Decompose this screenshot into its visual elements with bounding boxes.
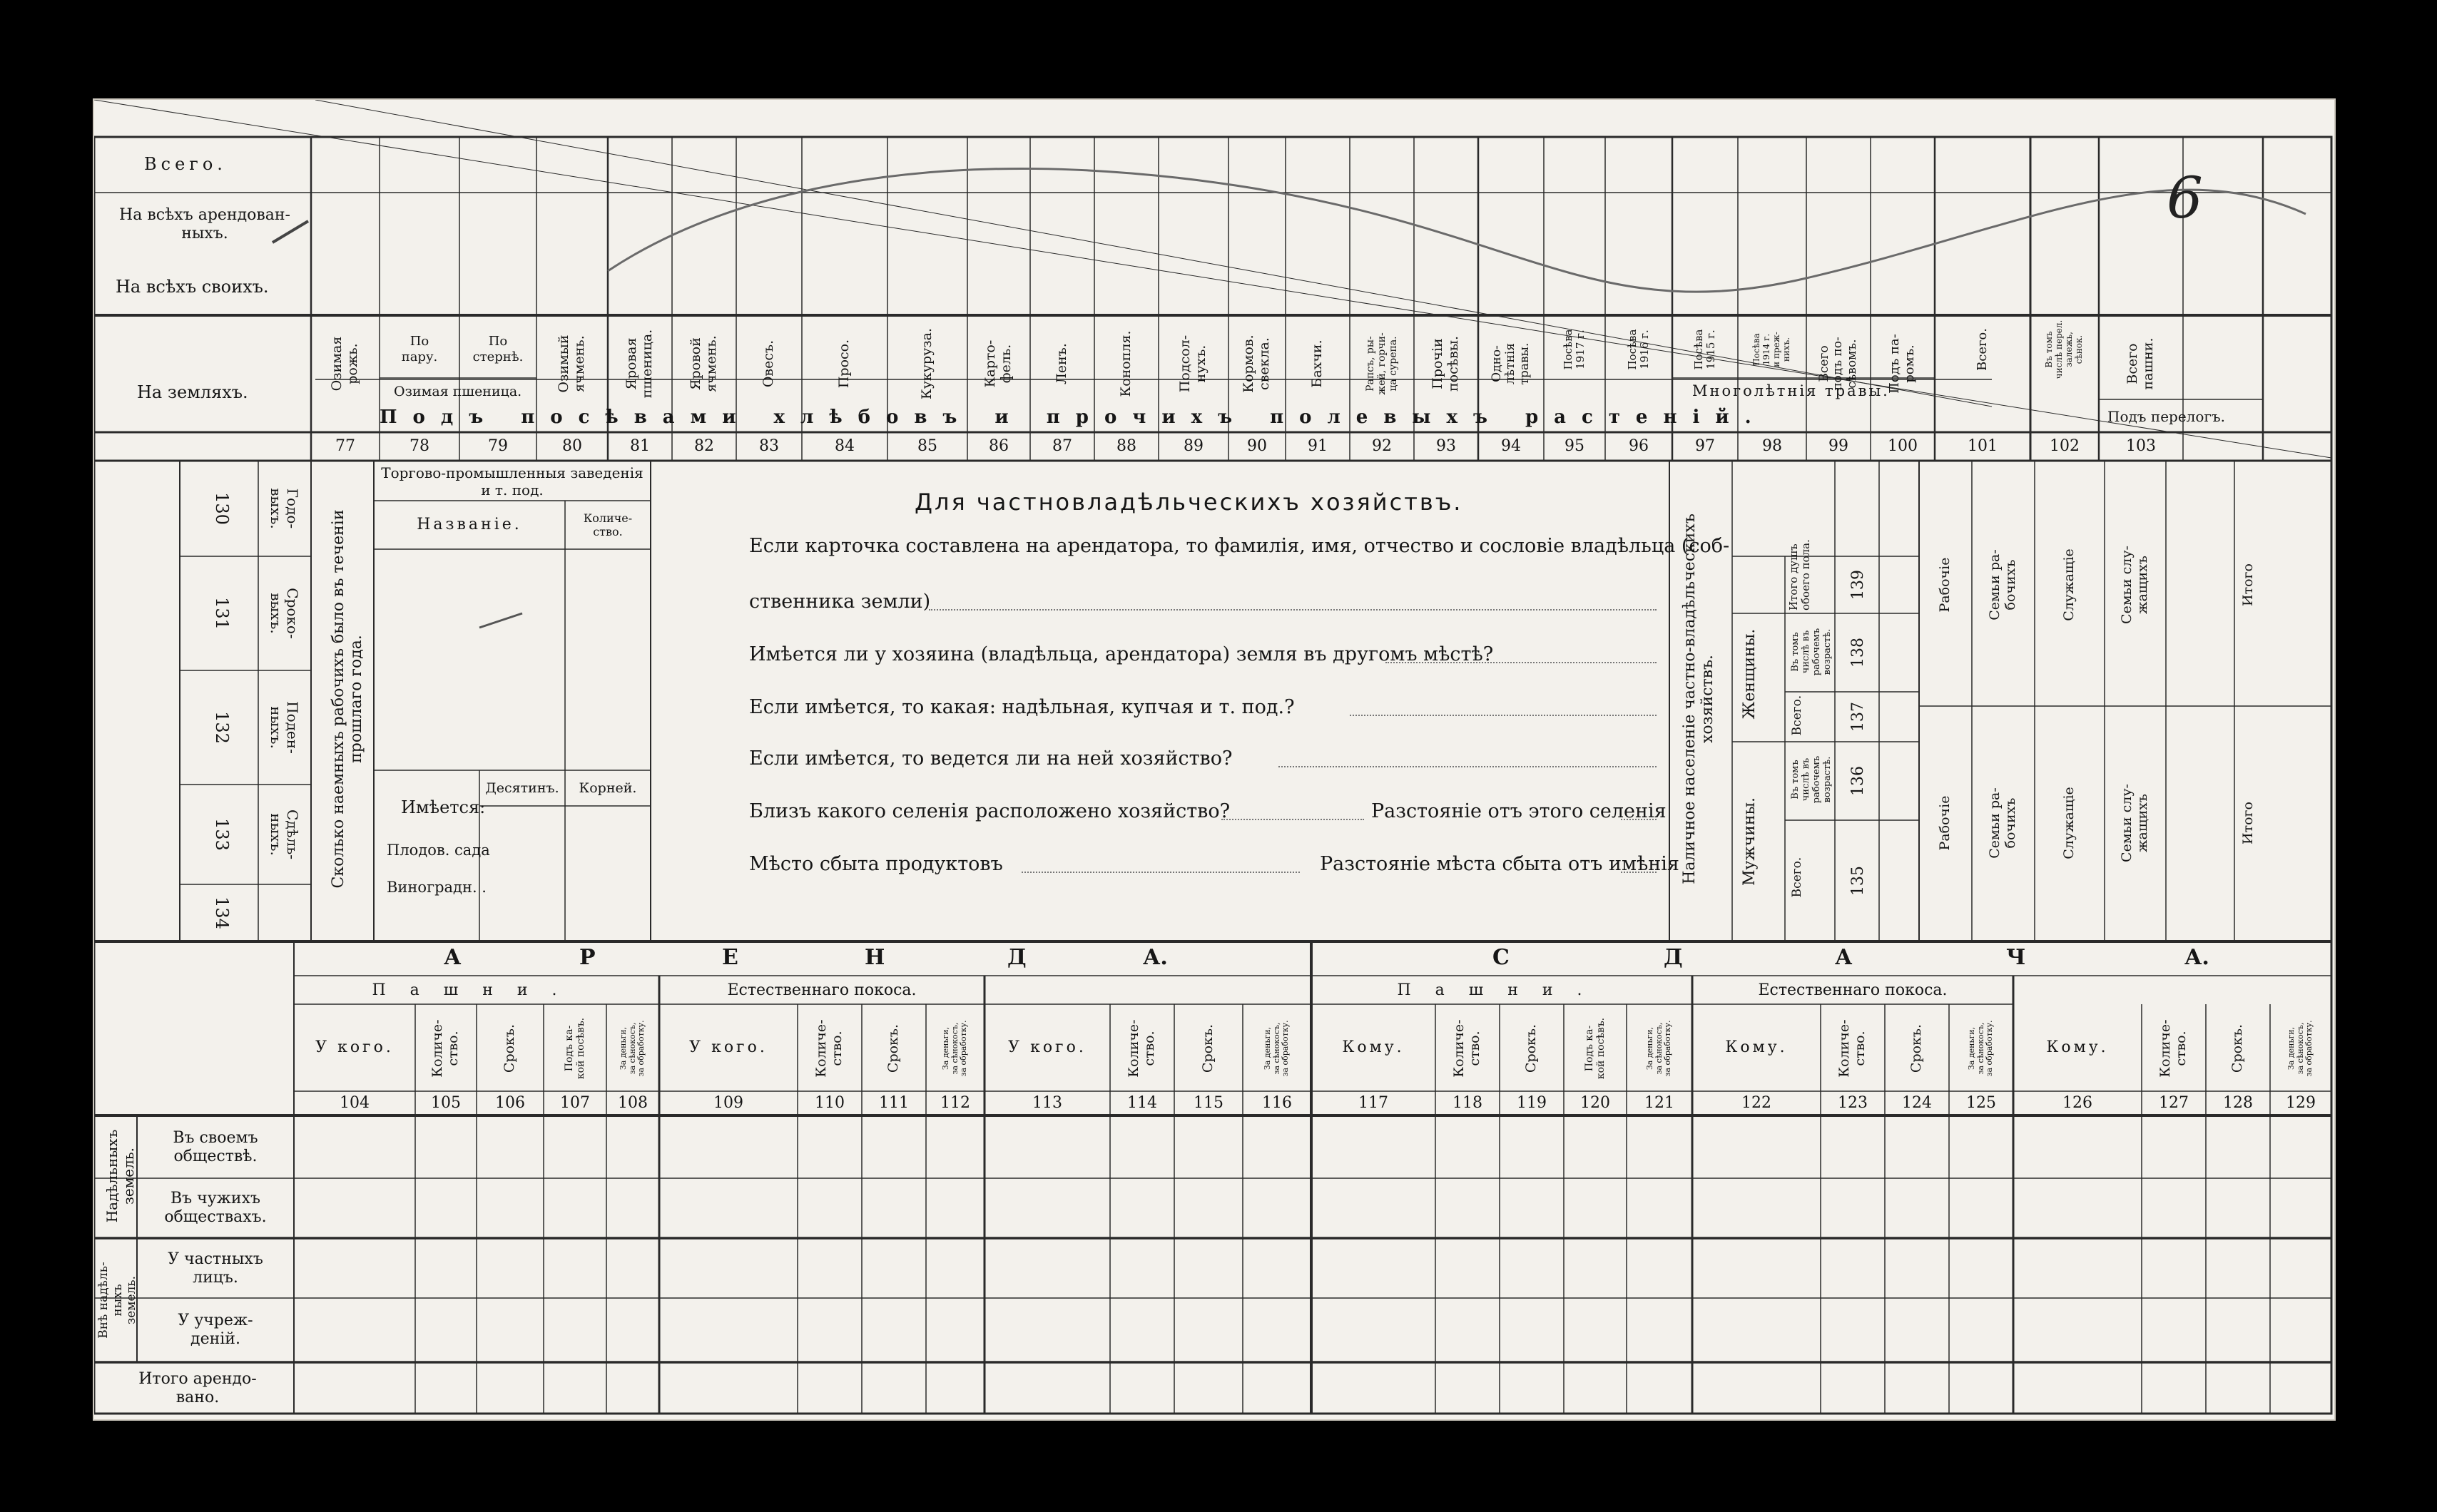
sdacha-letter: Ч xyxy=(2006,945,2026,970)
top-col-number: 83 xyxy=(759,436,779,455)
pop-col-number: 139 xyxy=(1849,570,1868,600)
top-col-number: 81 xyxy=(630,436,650,455)
bottom-col-number: 104 xyxy=(340,1093,370,1112)
bottom-col-number: 118 xyxy=(1452,1093,1482,1112)
top-col-number: 86 xyxy=(989,436,1009,455)
men-total-label: Всего. xyxy=(1790,857,1804,898)
right-col-bottom: Семьи ра- бочихъ xyxy=(1987,787,2018,859)
right-col-top: Семьи ра- бочихъ xyxy=(1987,549,2018,620)
lease-col-kol: Количе- ство. xyxy=(1836,1019,1868,1078)
pop-col-number: 138 xyxy=(1849,638,1868,668)
plodov-sada-label: Плодов. сада xyxy=(387,842,490,859)
bottom-col-number: 115 xyxy=(1194,1093,1223,1112)
lease-group-header: Естественнаго покоса. xyxy=(1758,981,1948,999)
top-col-number: 89 xyxy=(1184,436,1204,455)
lease-col-srok: Срокъ. xyxy=(1523,1023,1540,1073)
lease-col-kol: Количе- ство. xyxy=(2157,1019,2189,1078)
lease-col-srok: Срокъ. xyxy=(502,1023,518,1073)
arenda-letter: Д xyxy=(1007,945,1027,970)
bottom-col-number: 125 xyxy=(1966,1093,1996,1112)
row-label-vsego: Всего. xyxy=(144,154,227,174)
crop-header-13: Кормов. свекла. xyxy=(1241,334,1272,393)
crop-header-16: Прочіи посѣвы. xyxy=(1430,335,1461,392)
top-col-number: 100 xyxy=(1888,436,1918,455)
crop-header-11: Конопля. xyxy=(1118,330,1134,397)
row-label-arendovannykh: На всѣхъ арендован- ныхъ. xyxy=(119,205,290,242)
row-itogo-arendovano: Итого арендо- вано. xyxy=(138,1369,257,1406)
bottom-col-number: 108 xyxy=(618,1093,648,1112)
lease-col-dengi: За деньги, за сѣнокосъ, за обработку. xyxy=(2286,1020,2314,1077)
crop-header-2: По стернѣ. xyxy=(472,334,524,364)
bottom-col-number: 114 xyxy=(1127,1093,1157,1112)
zhenshchiny-label: Женщины. xyxy=(1741,628,1759,720)
bottom-col-number: 121 xyxy=(1644,1093,1674,1112)
bottom-col-number: 116 xyxy=(1262,1093,1292,1112)
bottom-col-number: 124 xyxy=(1902,1093,1932,1112)
private-line-3: Имѣется ли у хозяина (владѣльца, арендатора) земля въ другомъ мѣстѣ? xyxy=(749,643,1494,665)
lease-col-srok: Срокъ. xyxy=(1908,1023,1925,1073)
right-col-bottom: Рабочіе xyxy=(1937,795,1953,851)
arenda-letter: А. xyxy=(1143,945,1168,970)
hired-col-num: 130 xyxy=(211,492,232,525)
private-line-5: Если имѣется, то ведется ли на ней хозяйство? xyxy=(749,747,1233,770)
desyatin-header: Десятинъ. xyxy=(485,780,559,796)
komu-header: Кому. xyxy=(1725,1038,1788,1056)
top-col-number: 84 xyxy=(835,436,855,455)
bottom-col-number: 128 xyxy=(2223,1093,2253,1112)
crop-header-19: Посѣва 1916 г. xyxy=(1625,329,1651,370)
pop-col-number: 137 xyxy=(1849,702,1868,732)
right-col-top: Итого xyxy=(2240,563,2257,606)
lease-col-kol: Количе- ство. xyxy=(429,1019,461,1078)
top-col-number: 94 xyxy=(1501,436,1521,455)
bottom-col-number: 111 xyxy=(879,1093,909,1112)
row-chastnykh: У частныхъ лицъ. xyxy=(168,1250,263,1287)
top-col-number: 103 xyxy=(2126,436,2156,455)
bottom-col-number: 107 xyxy=(560,1093,590,1112)
pod-posevami-banner: Подъ посѣвами хлѣбовъ и прочихъ полевыхъ растеній. xyxy=(380,407,1767,428)
crop-header-22: Всего подъ по- сѣвомъ. xyxy=(1816,337,1859,391)
lease-col-posev: Подъ ка- кой посѣвъ. xyxy=(563,1017,586,1080)
right-col-top: Рабочіе xyxy=(1937,557,1953,613)
korney-header: Корней. xyxy=(579,780,637,796)
komu-header: Кому. xyxy=(2046,1038,2109,1056)
top-col-number: 79 xyxy=(488,436,508,455)
itogo-dush-label: Итого душъ обоего пола. xyxy=(1787,539,1813,611)
top-col-number: 88 xyxy=(1116,436,1136,455)
top-col-number: 93 xyxy=(1436,436,1456,455)
torgovo-header: Торгово-промышленныя заведенія и т. под. xyxy=(381,464,643,499)
top-col-number: 85 xyxy=(917,436,937,455)
lease-col-srok: Срокъ. xyxy=(2229,1023,2246,1073)
hired-col-num: 134 xyxy=(211,897,232,929)
row-label-na-zemlyakh: На земляхъ. xyxy=(137,382,248,402)
handwritten-mark: 6 xyxy=(2167,165,2203,231)
bottom-col-number: 123 xyxy=(1838,1093,1868,1112)
lease-col-dengi: За деньги, за сѣнокосъ, за обработку. xyxy=(1263,1020,1291,1077)
lease-col-dengi: За деньги, за сѣнокосъ, за обработку. xyxy=(941,1020,969,1077)
top-col-number: 92 xyxy=(1372,436,1392,455)
bottom-col-number: 127 xyxy=(2159,1093,2189,1112)
bottom-col-number: 120 xyxy=(1580,1093,1610,1112)
komu-header: Кому. xyxy=(1342,1038,1405,1056)
top-col-number: 78 xyxy=(409,436,429,455)
private-line-6: Близъ какого селенія расположено хозяйство? xyxy=(749,800,1231,822)
bottom-col-number: 106 xyxy=(495,1093,525,1112)
sdacha-letter: А xyxy=(1835,945,1853,970)
top-col-number: 90 xyxy=(1247,436,1267,455)
crop-header-24: Всего. xyxy=(1974,328,1990,371)
lease-col-dengi: За деньги, за сѣнокосъ, за обработку. xyxy=(1967,1020,1995,1077)
crop-header-21: Посѣва 1914 г. и преж- нихъ. xyxy=(1751,332,1791,367)
bottom-col-number: 109 xyxy=(713,1093,743,1112)
crop-header-20: Посѣва 1915 г. xyxy=(1691,329,1717,370)
top-col-number: 87 xyxy=(1052,436,1072,455)
lease-col-dengi: За деньги, за сѣнокосъ, за обработку. xyxy=(1645,1020,1673,1077)
bottom-col-number: 112 xyxy=(940,1093,970,1112)
u-kogo-header: У кого. xyxy=(1008,1038,1087,1056)
lease-col-kol: Количе- ство. xyxy=(1126,1019,1157,1078)
hired-col-label: Поден- ныхъ. xyxy=(268,701,301,754)
top-col-number: 91 xyxy=(1308,436,1328,455)
crop-header-9: Карто- фель. xyxy=(982,339,1014,388)
lease-col-dengi: За деньги, за сѣнокосъ, за обработку. xyxy=(619,1020,646,1077)
lease-group-header: Естественнаго покоса. xyxy=(727,981,917,999)
top-col-number: 96 xyxy=(1629,436,1649,455)
muzhchiny-label: Мужчины. xyxy=(1741,797,1759,887)
bottom-col-number: 110 xyxy=(815,1093,845,1112)
vinogradn-label: Виноградн. . xyxy=(387,879,487,896)
crop-header-6: Овесъ. xyxy=(760,339,777,388)
top-col-number: 98 xyxy=(1762,436,1782,455)
private-title: Для частновладѣльческихъ хозяйствъ. xyxy=(915,489,1463,516)
pop-col-number: 135 xyxy=(1849,866,1868,896)
crop-header-17: Одно- лѣтнія травы. xyxy=(1489,342,1532,385)
mnogoletnie-label: Многолѣтнія травы. xyxy=(1692,382,1890,399)
crop-header-4: Яровая пшеница. xyxy=(624,329,655,399)
lease-col-kol: Количе- ство. xyxy=(1451,1019,1482,1078)
bottom-col-number: 126 xyxy=(2062,1093,2092,1112)
hired-col-num: 133 xyxy=(211,818,232,851)
bottom-col-number: 105 xyxy=(431,1093,461,1112)
top-col-number: 82 xyxy=(694,436,714,455)
sdacha-letter: А. xyxy=(2184,945,2209,970)
top-col-number: 95 xyxy=(1565,436,1584,455)
sdacha-letter: Д xyxy=(1664,945,1683,970)
men-working-label: Въ томъ числѣ въ рабочемъ возрастѣ. xyxy=(1790,755,1833,804)
crop-header-15: Рапсъ, ры- жей, горчи- ца сурепа. xyxy=(1364,332,1400,395)
private-line-2: ственника земли) xyxy=(749,591,931,613)
census-card xyxy=(94,100,2334,1419)
top-col-number: 99 xyxy=(1828,436,1848,455)
arenda-letter: Н xyxy=(865,945,885,970)
top-col-number: 77 xyxy=(335,436,355,455)
bottom-col-number: 129 xyxy=(2286,1093,2316,1112)
arenda-letter: А xyxy=(444,945,462,970)
arenda-letter: Р xyxy=(579,945,596,970)
lease-col-posev: Подъ ка- кой посѣвъ. xyxy=(1583,1017,1607,1080)
crop-header-25: Въ томъ числѣ перел. залежь, сѣнок. xyxy=(2044,320,2084,379)
right-col-top: Семьи слу- жащихъ xyxy=(2119,546,2150,624)
row-chuzhikh: Въ чужихъ обществахъ. xyxy=(164,1189,267,1226)
crop-header-26: Всего пашни. xyxy=(2125,337,2156,390)
sdacha-letter: С xyxy=(1492,945,1510,970)
crop-header-8: Кукуруза. xyxy=(919,328,935,400)
hired-col-num: 132 xyxy=(211,711,232,744)
skolko-label: Сколько наемныхъ рабочихъ было въ теченіи прошлаго года. xyxy=(330,509,366,889)
nadel-group-label: Надѣльныхъ земель. xyxy=(103,1129,137,1223)
private-line-8: Мѣсто сбыта продуктовъ xyxy=(749,853,1003,875)
lease-group-header: Пашни. xyxy=(1397,981,1607,999)
top-col-number: 97 xyxy=(1695,436,1715,455)
nalichnoe-label: Наличное населеніе частно-владѣльческихъ хозяйствъ. xyxy=(1681,514,1717,884)
crop-header-7: Просо. xyxy=(836,339,853,389)
private-line-9: Разстояніе мѣста сбыта отъ имѣнія xyxy=(1320,853,1679,875)
hired-col-label: Сроко- выхъ. xyxy=(268,588,301,639)
crop-header-3: Озимый ячмень. xyxy=(556,334,587,393)
hired-col-label: Годо- выхъ. xyxy=(268,488,301,529)
kolichestvo-header: Количе- ство. xyxy=(583,511,633,538)
nazvanie-header: Названіе. xyxy=(417,515,522,533)
lease-col-srok: Срокъ. xyxy=(885,1023,902,1073)
bottom-col-number: 122 xyxy=(1741,1093,1771,1112)
imeetsya-label: Имѣется: xyxy=(401,797,486,817)
lease-col-srok: Срокъ. xyxy=(1200,1023,1216,1073)
crop-header-12: Подсол- нухъ. xyxy=(1177,334,1209,393)
right-col-top: Служащіе xyxy=(2061,548,2077,621)
pop-col-number: 136 xyxy=(1849,766,1868,796)
women-working-label: Въ томъ числѣ въ рабочемъ возрастѣ. xyxy=(1790,628,1833,676)
right-col-bottom: Служащіе xyxy=(2061,787,2077,859)
row-label-svoikh: На всѣхъ своихъ. xyxy=(116,277,269,297)
vne-nadel-group-label: Внѣ надѣль- ныхъ земель. xyxy=(96,1262,139,1339)
crop-header-1: По пару. xyxy=(401,334,438,364)
ozimaya-pshenitsa-label: Озимая пшеница. xyxy=(394,384,522,399)
pod-perelog-label: Подъ перелогъ. xyxy=(2107,408,2225,425)
private-line-4: Если имѣется, то какая: надѣльная, купчая и т. под.? xyxy=(749,696,1295,718)
top-col-number: 80 xyxy=(562,436,582,455)
right-col-bottom: Семьи слу- жащихъ xyxy=(2119,784,2150,862)
bottom-col-number: 117 xyxy=(1358,1093,1388,1112)
row-svoem: Въ своемъ обществѣ. xyxy=(173,1128,258,1165)
top-col-number: 101 xyxy=(1968,436,1998,455)
private-line-1: Если карточка составлена на арендатора, то фамилія, имя, отчество и сословіе владѣльца (соб- xyxy=(749,535,1730,557)
women-total-label: Всего. xyxy=(1790,695,1804,736)
crop-header-14: Бахчи. xyxy=(1309,339,1326,388)
bottom-col-number: 113 xyxy=(1032,1093,1062,1112)
crop-header-5: Яровой ячмень. xyxy=(688,335,719,392)
crop-header-0: Озимая рожь. xyxy=(329,336,360,392)
right-col-bottom: Итого xyxy=(2240,802,2257,844)
crop-header-10: Ленъ. xyxy=(1054,343,1070,384)
lease-group-header: Пашни. xyxy=(372,981,581,999)
hired-col-label: Сдѣль- ныхъ. xyxy=(268,809,301,860)
u-kogo-header: У кого. xyxy=(689,1038,768,1056)
crop-header-18: Посѣва 1917 г. xyxy=(1561,329,1587,370)
lease-col-kol: Количе- ство. xyxy=(813,1019,845,1078)
private-line-7: Разстояніе отъ этого селенія xyxy=(1371,800,1667,822)
crop-header-23: Подъ па- ромъ. xyxy=(1887,334,1917,394)
row-uchrezhdeniy: У учреж- деній. xyxy=(178,1311,253,1348)
arenda-letter: Е xyxy=(722,945,738,970)
top-col-number: 102 xyxy=(2050,436,2080,455)
u-kogo-header: У кого. xyxy=(315,1038,394,1056)
bottom-col-number: 119 xyxy=(1517,1093,1547,1112)
hired-col-num: 131 xyxy=(211,597,232,630)
